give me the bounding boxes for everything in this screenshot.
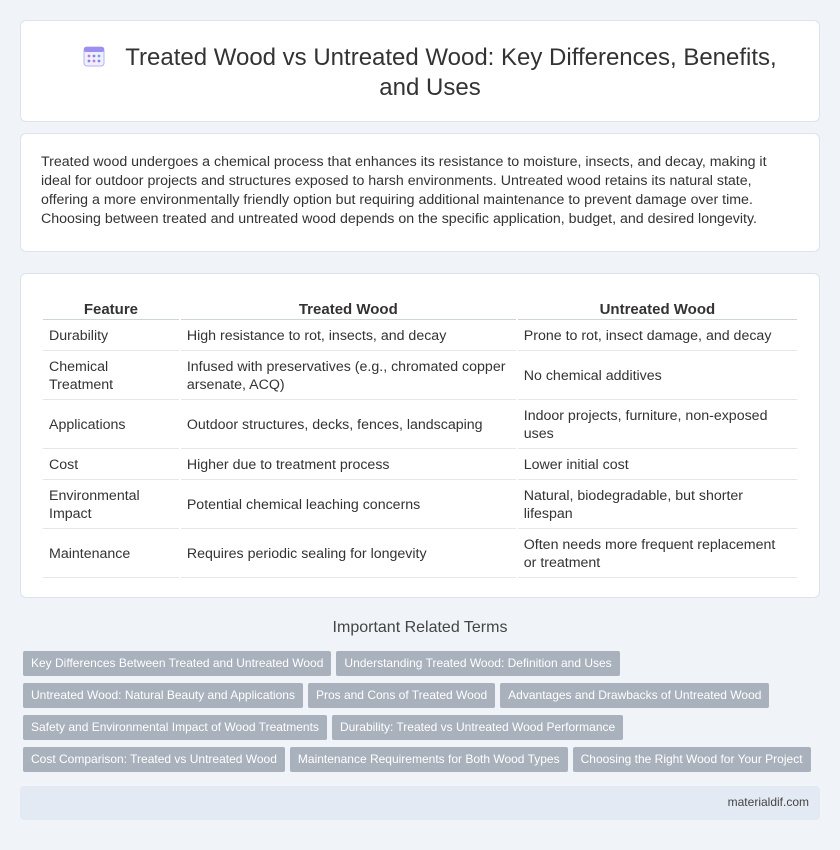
table-cell: Natural, biodegradable, but shorter lifespan — [518, 482, 797, 529]
table-row — [43, 482, 797, 529]
table-cell: Environmental Impact — [43, 482, 179, 529]
table-row — [43, 531, 797, 578]
tag-row — [23, 715, 823, 747]
footer-site-link[interactable]: materialdif.com — [727, 795, 809, 809]
table-cell: Often needs more frequent replacement or treatment — [518, 531, 797, 578]
related-term-tag[interactable]: Understanding Treated Wood: Definition and Uses — [336, 651, 619, 676]
related-term-tag[interactable]: Untreated Wood: Natural Beauty and Applications — [23, 683, 303, 708]
table-row — [43, 451, 797, 480]
table-cell: Lower initial cost — [518, 451, 797, 480]
table-cell: Requires periodic sealing for longevity — [181, 531, 516, 578]
table-cell: Higher due to treatment process — [181, 451, 516, 480]
table-cell: Durability — [43, 322, 179, 351]
footer — [20, 786, 820, 820]
page-title-text: Treated Wood vs Untreated Wood: Key Differences, Benefits, and Uses — [125, 44, 777, 101]
table-row — [43, 402, 797, 449]
calendar-grid-icon — [83, 45, 105, 67]
related-term-tag[interactable]: Advantages and Drawbacks of Untreated Wood — [500, 683, 769, 708]
table-row — [43, 353, 797, 400]
related-term-tag[interactable]: Choosing the Right Wood for Your Project — [573, 747, 811, 772]
table-cell: Chemical Treatment — [43, 353, 179, 400]
related-term-tag[interactable]: Maintenance Requirements for Both Wood Types — [290, 747, 568, 772]
header-treated: Treated Wood — [181, 296, 516, 320]
header-untreated: Untreated Wood — [518, 296, 797, 320]
related-terms-list — [23, 651, 823, 779]
intro-card — [20, 133, 820, 252]
related-term-tag[interactable]: Safety and Environmental Impact of Wood Treatments — [23, 715, 327, 740]
related-term-tag[interactable]: Durability: Treated vs Untreated Wood Performance — [332, 715, 623, 740]
tag-row — [23, 683, 823, 715]
related-term-tag[interactable]: Pros and Cons of Treated Wood — [308, 683, 495, 708]
comparison-table — [41, 294, 799, 580]
tag-row — [23, 747, 823, 779]
table-cell: Applications — [43, 402, 179, 449]
table-cell: Infused with preservatives (e.g., chromated copper arsenate, ACQ) — [181, 353, 516, 400]
table-cell: Indoor projects, furniture, non-exposed uses — [518, 402, 797, 449]
related-terms-title: Important Related Terms — [332, 619, 508, 636]
table-cell: Potential chemical leaching concerns — [181, 482, 516, 529]
page-title — [61, 43, 799, 103]
table-cell: No chemical additives — [518, 353, 797, 400]
comparison-card — [20, 273, 820, 598]
header-feature: Feature — [43, 296, 179, 320]
table-cell: Maintenance — [43, 531, 179, 578]
table-cell: Prone to rot, insect damage, and decay — [518, 322, 797, 351]
table-cell: Cost — [43, 451, 179, 480]
title-card — [20, 20, 820, 122]
intro-paragraph: Treated wood undergoes a chemical process that enhances its resistance to moisture, insects, and decay, making it ideal for outdoor projects and structures exposed to harsh environments. Untreated wood retains its natural state, offering a more environmentally friendly option but requiring additional maintenance to prevent damage over time. Choosing between treated and untreated wood depends on the specific application, budget, and desired longevity. — [41, 154, 767, 227]
table-cell: Outdoor structures, decks, fences, landscaping — [181, 402, 516, 449]
table-header-row — [43, 296, 797, 320]
related-term-tag[interactable]: Key Differences Between Treated and Untreated Wood — [23, 651, 331, 676]
related-term-tag[interactable]: Cost Comparison: Treated vs Untreated Wood — [23, 747, 285, 772]
table-cell: High resistance to rot, insects, and decay — [181, 322, 516, 351]
table-row — [43, 322, 797, 351]
tag-row — [23, 651, 823, 683]
